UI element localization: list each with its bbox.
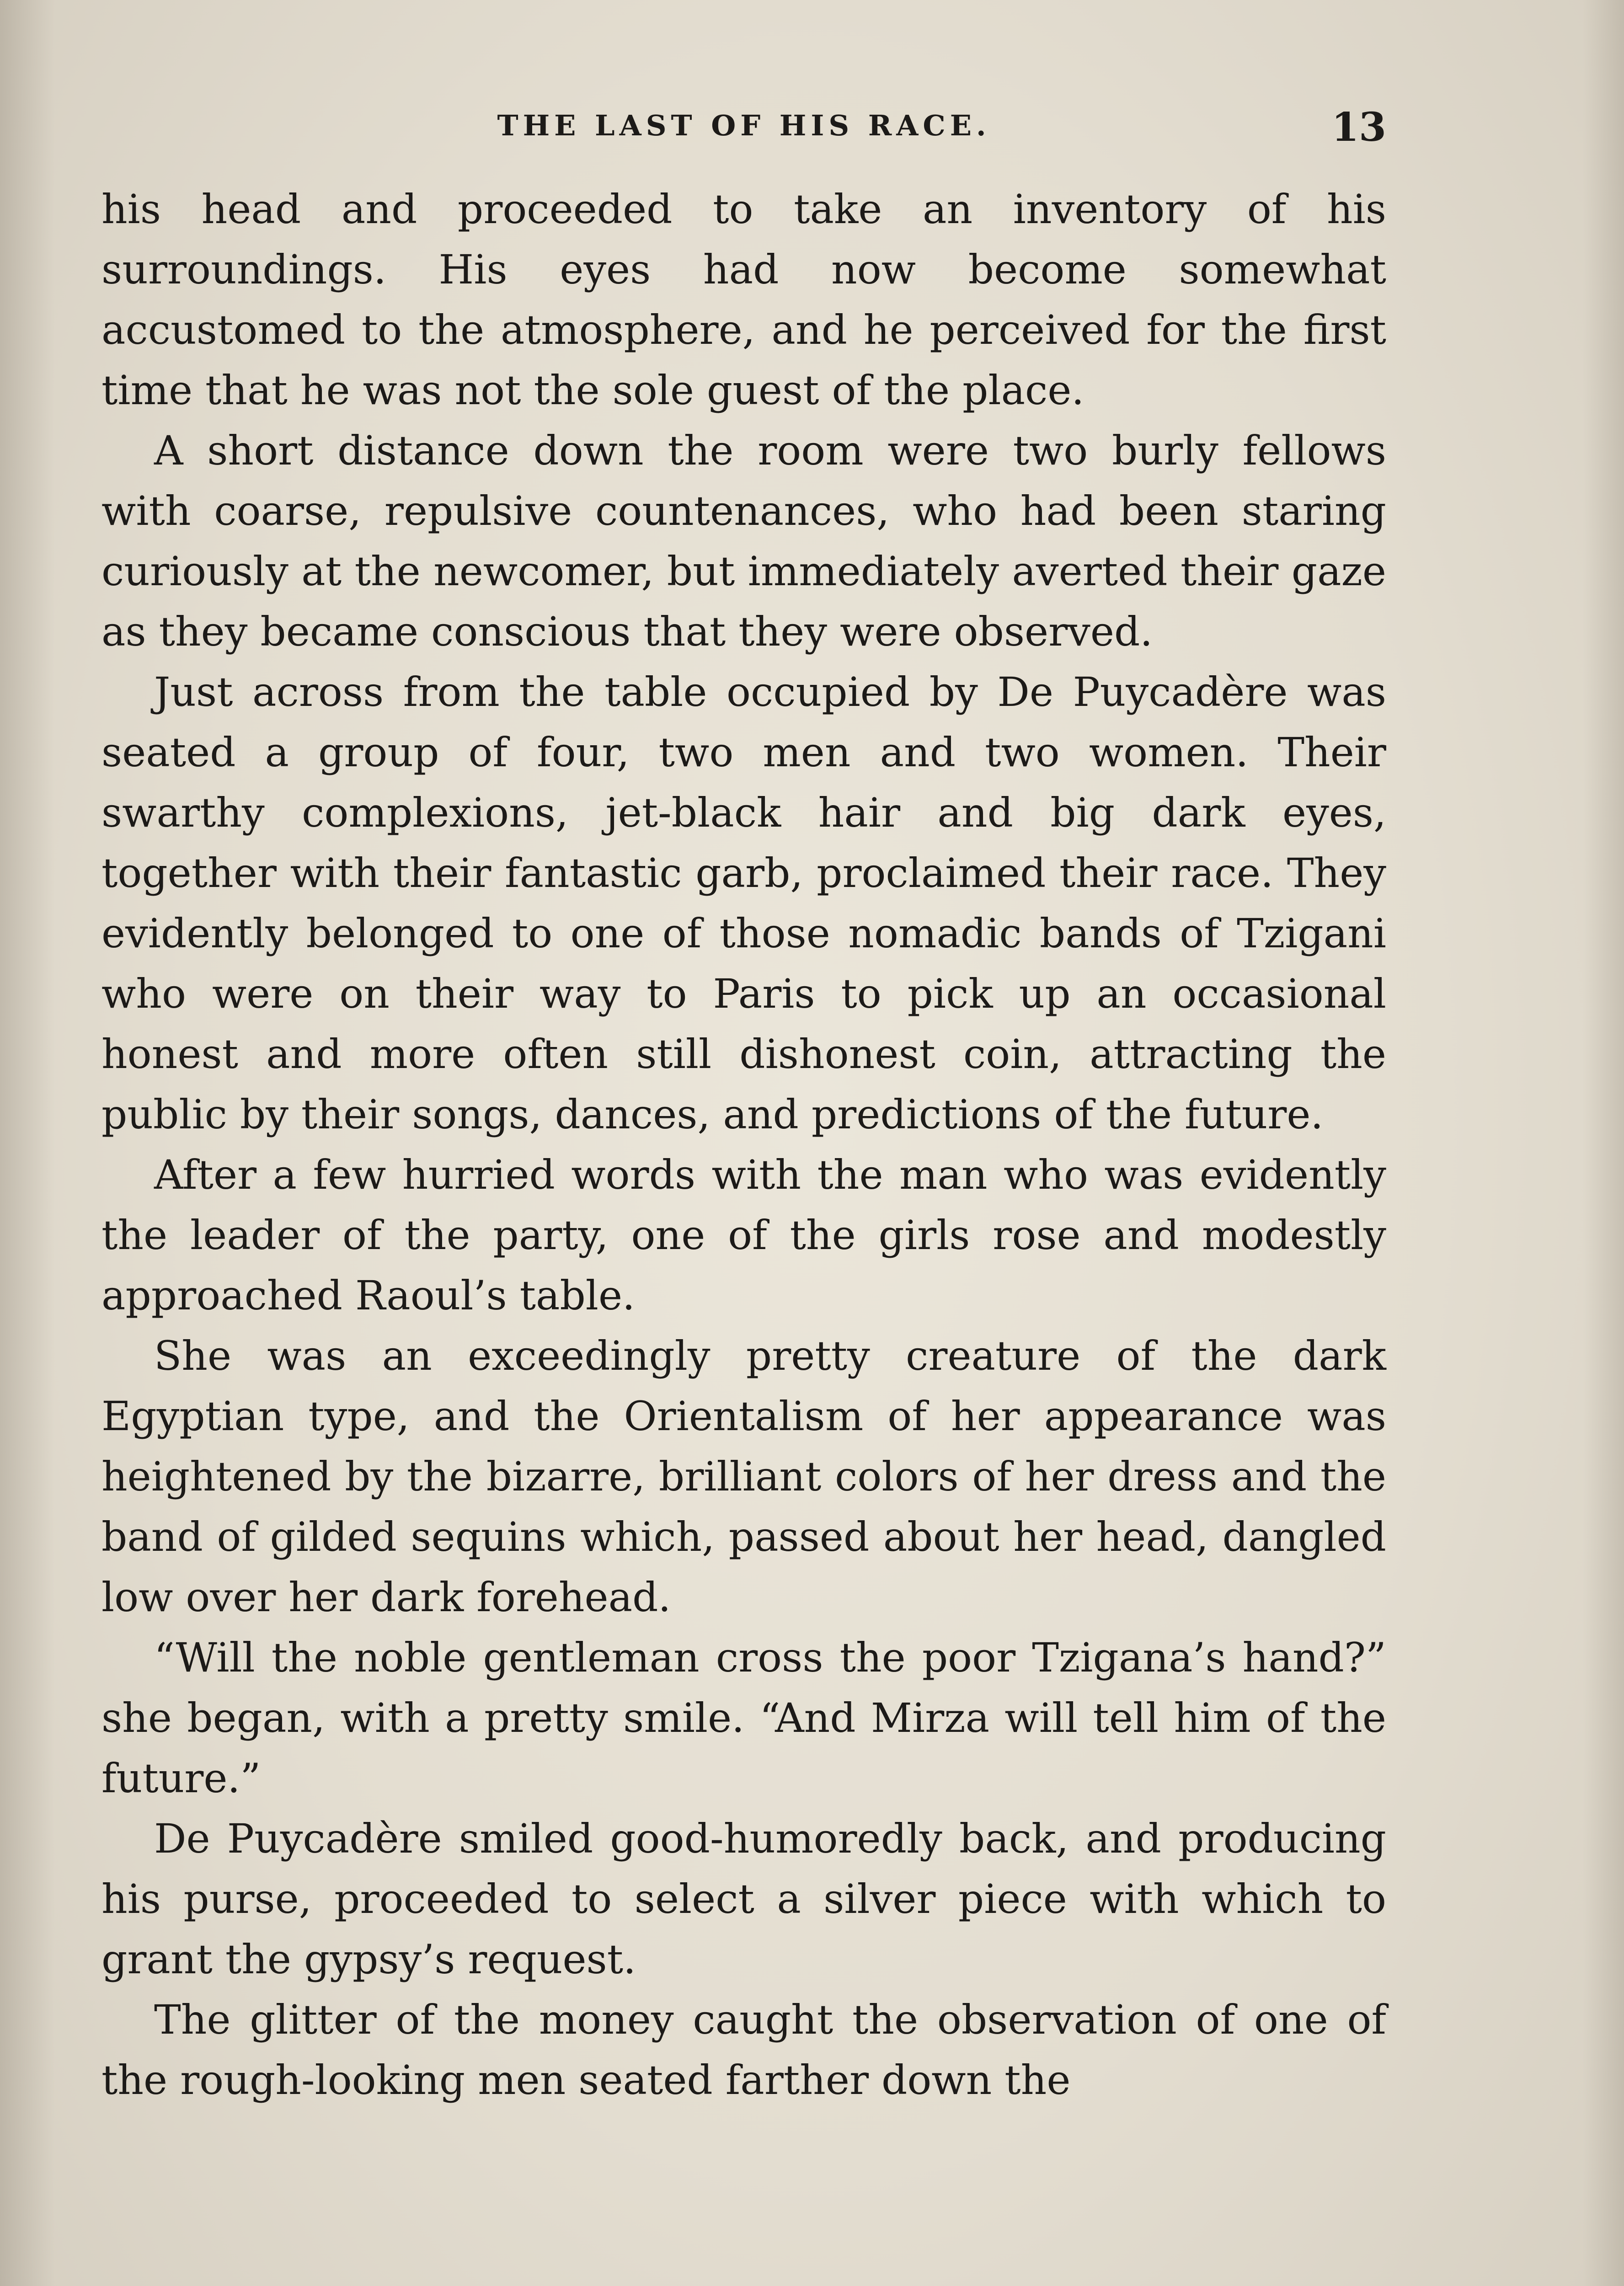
paragraph: She was an exceedingly pretty creature of the dark Egyptian type, and the Orientalism of her appearance was heightened by the bizarre, brilliant colors of her dress and the band of gilded sequins which, passed about her head, dangled low over her dark forehead. [102,1332,1386,1621]
paragraph: After a few hurried words with the man who was evidently the leader of the party, one of the girls rose and modestly approached Raoul’s table. [102,1151,1386,1319]
running-title: THE LAST OF HIS RACE. [497,109,991,142]
book-page [102,101,1386,2249]
paragraph: “Will the noble gentleman cross the poor Tzigana’s hand?” she began, with a pretty smile. “And Mirza will tell him of the future.” [102,1634,1386,1802]
page-gutter-shadow [0,0,55,2286]
paragraph: A short distance down the room were two burly fellows with coarse, repulsive countenances, who had been staring curiously at the newcomer, but immediately averted their gaze as they became conscious that they were observed. [102,427,1386,655]
page-number: 13 [1331,104,1386,150]
page-edge-shadow [1583,0,1624,2286]
paragraph: The glitter of the money caught the observation of one of the rough-looking men seated farther down the [102,1996,1386,2104]
running-head [102,101,1386,169]
paragraph: De Puycadère smiled good-humoredly back, and producing his purse, proceeded to select a silver piece with which to grant the gypsy’s request. [102,1815,1386,1983]
paragraph: Just across from the table occupied by De Puycadère was seated a group of four, two men and two women. Their swarthy complexions, jet-black hair and big dark eyes, together with their fantastic garb, proclaimed their race. They evidently belonged to one of those nomadic bands of Tzigani who were on their way to Paris to pick up an occasional honest and more often still dishonest coin, attracting the public by their songs, dances, and predictions of the future. [102,668,1386,1138]
paragraph: his head and proceeded to take an inventory of his surroundings. His eyes had now become somewhat accustomed to the atmosphere, and he perceived for the first time that he was not the sole guest of the place. [102,186,1386,414]
text-body [102,179,1386,2110]
